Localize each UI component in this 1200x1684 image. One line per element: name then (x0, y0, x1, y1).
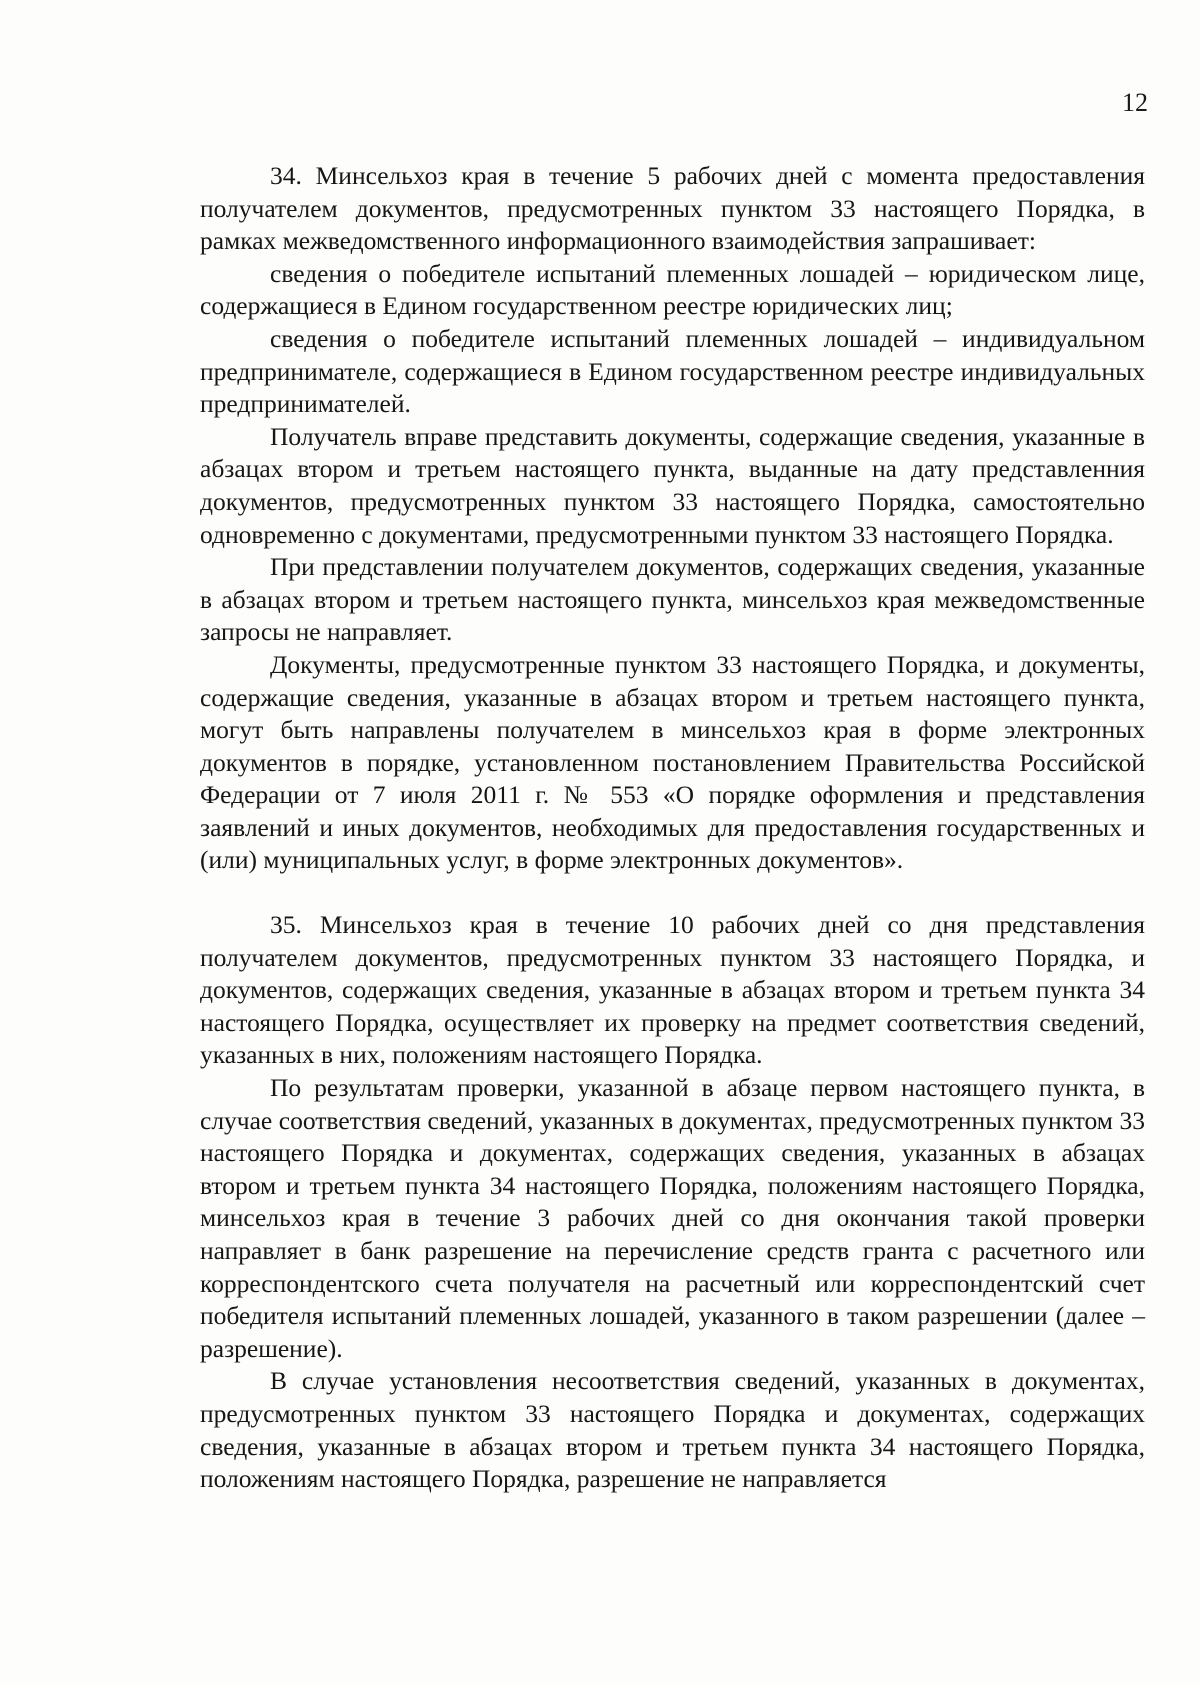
paragraph-34-self-submission: Получатель вправе представить документы, содержащие сведения, указанные в абзацах втором и третьем настоящего пункта, выданные на дату представленния документов, предусмотренных пунктом 33 настоящего Порядка, самостоятельно одновременно с документами, предусмотренными пунктом 33 настоящего Порядка. (200, 421, 1145, 549)
paragraph-34-legal-entity: сведения о победителе испытаний племенных лошадей – юридическом лице, содержащиеся в Едином государственном реестре юридических лиц; (200, 258, 1145, 321)
page-number: 12 (1122, 88, 1148, 117)
paragraph-34-electronic-docs: Документы, предусмотренные пунктом 33 настоящего Порядка, и документы, содержащие сведения, указанные в абзацах втором и третьем настоящего пункта, могут быть направлены получателем в минсельхоз края в форме электронных документов в порядке, установленном постановлением Правительства Российской Федерации от 7 июля 2011 г. № 553 «О порядке оформления и представления заявлений и иных документов, необходимых для предоставления государственных и (или) муниципальных услуг, в форме электронных документов». (200, 649, 1145, 875)
paragraph-35-mismatch: В случае установления несоответствия сведений, указанных в документах, предусмотренных пунктом 33 настоящего Порядка и документах, содержащих сведения, указанные в абзацах втором и третьем пункта 34 настоящего Порядка, положениям настоящего Порядка, разрешение не направляется (200, 1366, 1145, 1494)
paragraph-34-intro: 34. Минсельхоз края в течение 5 рабочих дней с момента предоставления получателем документов, предусмотренных пунктом 33 настоящего Порядка, в рамках межведомственного информационного взаимодействия запрашивает: (200, 161, 1145, 256)
document-body (200, 160, 1145, 1496)
paragraph-34-entrepreneur: сведения о победителе испытаний племенных лошадей – индивидуальном предпринимателе, содержащиеся в Едином государственном реестре индивидуальных предпринимателей. (200, 323, 1145, 419)
paragraph-34-no-requests: При представлении получателем документов, содержащих сведения, указанные в абзацах втором и третьем настоящего пункта, минсельхоз края межведомственные запросы не направляет. (200, 552, 1145, 647)
paragraph-35-intro: 35. Минсельхоз края в течение 10 рабочих дней со дня представления получателем документов, предусмотренных пунктом 33 настоящего Порядка, и документов, содержащих сведения, указанные в абзацах втором и третьем пункта 34 настоящего Порядка, осуществляет их проверку на предмет соответствия сведений, указанных в них, положениям настоящего Порядка. (200, 910, 1145, 1070)
paragraph-35-results: По результатам проверки, указанной в абзаце первом настоящего пункта, в случае соответствия сведений, указанных в документах, предусмотренных пунктом 33 настоящего Порядка и документах, содержащих сведения, указанных в абзацах втором и третьем пункта 34 настоящего Порядка, положениям настоящего Порядка, минсельхоз края в течение 3 рабочих дней со дня окончания такой проверки направляет в банк разрешение на перечисление средств гранта с расчетного или корреспондентского счета получателя на расчетный или корреспондентский счет победителя испытаний племенных лошадей, указанного в таком разрешении (далее – разрешение). (200, 1073, 1145, 1363)
